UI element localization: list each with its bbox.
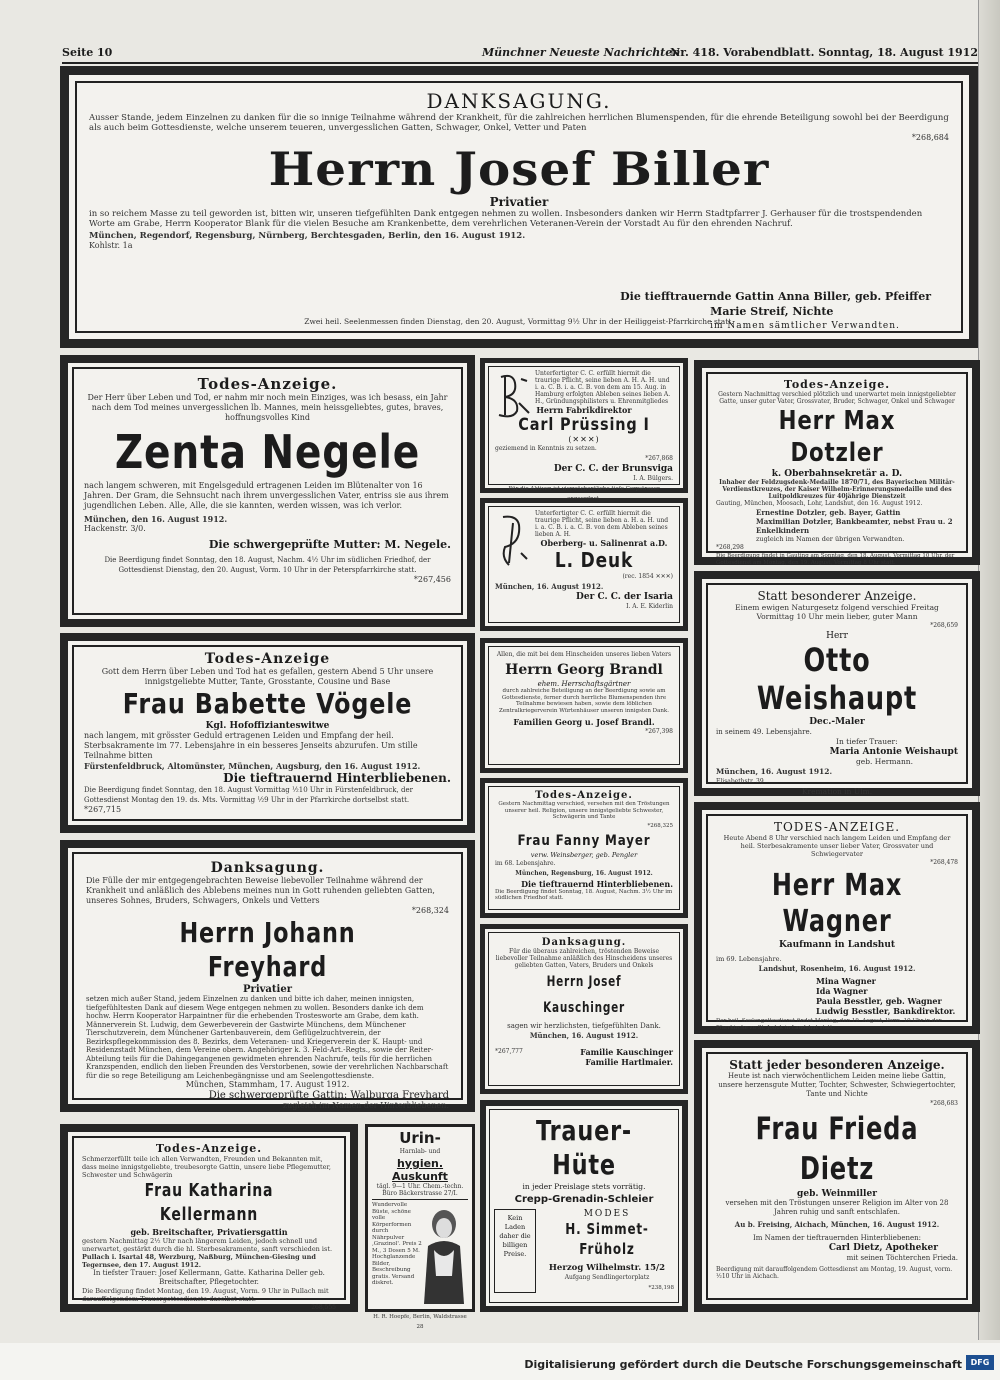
no-shop-box [494, 1209, 536, 1293]
mourner-line: Die tieftrauernd Hinterbliebenen. [521, 878, 673, 889]
notice-intro: Die Fülle der mir entgegengebrachten Beweise liebevoller Teilnahme während der Krankheit und anläßlich des Ablebens meines nun in Gott ruhenden geliebten Gatten, unseres Sohnes, Bruders, Schwagers, Onkels und Vetters [86, 876, 435, 905]
notice-intro: Für die überaus zahlreichen, tröstenden Beweise liebevoller Teilnahme anläßlich des Hinscheidens unseres geliebten Gatten, Vaters, Bruders und Onkels [495, 948, 673, 969]
notice-intro: Gestern Nachmittag verschied plötzlich und unerwartet mein innigstgeliebter Gatte, unser guter Vater, Grossvater, Bruder, Schwager, Onkel und Schwager [718, 391, 956, 405]
shop-address: Herzog Wilhelmstr. 15/2 [548, 1263, 666, 1273]
deceased-role: ehem. Herrschaftsgärtner [537, 680, 631, 688]
mourner-line: zugleich im Namen der übrigen Verwandten. [756, 535, 905, 543]
ad-side-text: daher die [499, 1232, 531, 1240]
notice-code: *268,659 [930, 622, 958, 629]
notice-intro: Gestern Nachmittag verschied, versehen mit den Tröstungen unserer heil. Religion, unsere innigstgeliebte Schwester, Schwägerin und Tante [498, 801, 670, 820]
name-prefix: Herrn Fabrikdirektor [536, 405, 632, 415]
ad-trauer-hute [480, 1100, 688, 1312]
mourner-line: Ida Wagner [816, 986, 868, 996]
deceased-name: Frau Babette Vögele [122, 687, 413, 720]
deceased-age: in seinem 49. Lebensjahre. [716, 728, 812, 736]
ad-side-text: Preise. [503, 1250, 527, 1258]
notice-code: *268,684 [911, 133, 949, 142]
mass-info: Zwei heil. Seelenmessen finden Dienstag, den 20. August, Vormittag 9½ Uhr in der Heiliggeist-Pfarrkirche statt. [304, 317, 734, 326]
corps-monogram-icon [495, 513, 531, 569]
notice-code: *267,777 [495, 1048, 523, 1055]
mourner-line: geb. Hermann. [856, 757, 914, 766]
ad-sub: Crepp-Grenadin-Schleier [514, 1194, 654, 1205]
notice-biller [60, 66, 978, 348]
notice-body: versehen mit den Tröstungen unserer Religion im Alter von 28 Jahren ruhig und sanft entschlafen. [725, 1199, 949, 1216]
deceased-name: Carl Prüssing I [518, 415, 650, 435]
notice-intro: Heute Abend 8 Uhr verschied nach langem Leiden und Empfang der heil. Sterbesakramente unser lieber Vater, Grossvater und Schwiegervater [723, 834, 951, 858]
mourner-line: Paula Besstler, geb. Wagner [816, 996, 942, 1006]
mourner-line: im Namen sämtlicher Verwandten. [710, 321, 900, 331]
address: Elisabethstr. 39 [716, 778, 764, 785]
notice-intro: Unterfertigter C. C. erfüllt hiermit die traurige Pflicht, seine lieben A. H. A. H. und i. a. C. B. i. a. C. B. von dem am 15. Aug. in Hamburg erfolgten Ableben seines lieben A. H., Gründungsphilisters u. Ehrenmitgliedes [535, 370, 671, 405]
shop-name: H. Simmet-Früholz [565, 1220, 649, 1258]
notice-prussing: Unterfertigter C. C. erfüllt hiermit die traurige Pflicht, seine lieben A. H. A. H. und i. a. C. B. i. a. C. B. von dem am 15. Aug. in Hamburg erfolgten Ableben seines lieben A. H., Gründungsphilisters u. Ehrenmitgliedes Herrn Fabrikdirektor Carl Prüssing I (✕✕✕) geziemend in Kenntnis zu setzen. *267,868 Der C. C. der Brunsviga I. A. Bülgers. Für die Aktiven ist vierwöchentliche tiefe Corpstrauer [480, 358, 688, 493]
notice-title: TODES-ANZEIGE. [773, 820, 901, 834]
place-date: München, 16. August 1912. [529, 1031, 639, 1040]
name-prefix: Oberberg- u. Salinenrat a.D. [540, 538, 668, 548]
notice-dotzler [694, 360, 980, 565]
mourner-line: Die schwergeprüfte Mutter: M. Negele. [208, 538, 451, 551]
notice-body: sagen wir herzlichsten, tiefgefühlten Dank. [507, 1022, 661, 1030]
mourner-line: Marie Streif, Nichte [710, 305, 834, 318]
notice-deuk [480, 498, 688, 631]
ad-side-text: billigen [502, 1241, 528, 1249]
deceased-name: Herrn Johann Freyhard [179, 916, 356, 983]
mourner-line: Maria Antonie Weishaupt [829, 747, 958, 757]
deceased-role: k. Oberbahnsekretär a. D. [771, 469, 903, 479]
place-date: Gauting, München, Moosach, Lohr, Landshut, den 16. August 1912. [716, 500, 923, 507]
notice-code: *267,715 [84, 805, 122, 814]
mourner-line: Der C. C. der Brunsviga [553, 464, 673, 474]
mourner-line: zugleich im Namen der Hinterbliebenen. [282, 1101, 449, 1110]
notice-kellermann [60, 1124, 358, 1312]
address: Kohlstr. 1a [89, 241, 133, 250]
notice-code: *267,456 [413, 575, 451, 584]
newspaper-name: Münchner Neueste Nachrichten [482, 46, 681, 59]
deceased-role: Privatier [243, 984, 292, 995]
mourner-line: Die tieftrauernd Hinterbliebenen. [223, 771, 451, 785]
mourner-line: Die schwergeprüfte Gattin: Walburga Freyhard [208, 1090, 449, 1101]
mourner-line: Der C. C. der Isaria [576, 592, 673, 602]
notice-note: Kremation in Ulm. [801, 787, 873, 796]
deceased-name: Frau Fanny Mayer [517, 832, 651, 849]
deceased-role: geb. Weinmiller [797, 1189, 877, 1199]
place-date: München, den 16. August 1912. [84, 514, 228, 524]
signature: I. A. E. Kiderlin [626, 603, 673, 610]
burial-info: Die Beerdigung findet Sonntag, den 18. August Vormittag ½10 Uhr in Fürstenfeldbruck, der Gottesdienst Montag den 19. ds. Mts. Vormittag ½9 Uhr in der Pfarrkirche dortselbst statt. [84, 786, 413, 804]
mourner-line: Familien Georg u. Josef Brandl. [513, 717, 655, 727]
notice-intro: Gott dem Herrn über Leben und Tod hat es gefallen, gestern Abend 5 Uhr unsere innigstgeliebte Mutter, Tante, Grosstante, Cousine und Base [101, 667, 434, 686]
deceased-name: Herr Max Wagner [771, 868, 903, 939]
ad-title: Urin- [399, 1129, 441, 1147]
deceased-name: Frau Katharina Kellermann [144, 1180, 274, 1225]
deceased-role: Kaufmann in Landshut [778, 940, 896, 950]
ad-sub: Harnlab- und [399, 1148, 441, 1155]
honors: Inhaber der Feldzugsdenk-Medaille 1870/71, des Bayerischen Militär-Verdienstkreuzes, der Kaiser Wilhelm-Erinnerungsmedaille und des Luitpoldkreuzes für 40jährige Dienstzeit [719, 479, 955, 500]
place-date: München, 16. August 1912. [495, 582, 604, 591]
mourner-line: Familie Kauschinger [580, 1047, 673, 1057]
notice-code: *268,683 [930, 1100, 958, 1107]
notice-body: geziemend in Kenntnis zu setzen. [495, 445, 597, 452]
notice-code: *238,198 [648, 1285, 674, 1291]
deceased-role: Kgl. Hofoffizianteswitwe [205, 721, 330, 731]
mourner-line: Carl Dietz, Apotheker [828, 1243, 938, 1253]
page-header [62, 44, 978, 64]
adjacent-page-edge [978, 0, 1000, 1340]
notice-title: Todes-Anzeige. [535, 790, 633, 801]
burial-info: Die Beerdigung findet Sonntag, den 18. August, Nachm. 4½ Uhr im südlichen Friedhof, der Gottesdienst Dienstag, den 20. August, Vorm. 10 Uhr in der Peterspfarrkirche statt. [104, 556, 431, 574]
mourner-line: Ernestine Dotzler, geb. Bayer, Gattin [756, 508, 901, 517]
address: Hackenstr. 3/0. [84, 524, 146, 533]
signature: I. A. Bülgers. [633, 475, 673, 482]
burial-info: Der heil. Seelengottesdienst findet Montag, den 19. August, Vorm. 10 Uhr in der Pfarrkirche zu St. Jodok in Landshut statt. [716, 1018, 942, 1031]
notice-title: Todes-Anzeige. [783, 378, 891, 391]
deceased-age: im 68. Lebensjahre. [495, 859, 556, 867]
notice-code: *267,868 [645, 455, 673, 462]
place-date: München, Regendorf, Regensburg, Nürnberg, Berchtesgaden, Berlin, den 16. August 1912. [89, 231, 526, 241]
reception-year: (rec. 1854 ✕✕✕) [622, 573, 673, 580]
notice-title: Danksagung. [210, 860, 325, 876]
deceased-age: im 69. Lebensjahre. [716, 955, 782, 963]
notice-title: Danksagung. [541, 937, 627, 948]
ad-side-text: Laden [504, 1223, 526, 1231]
deceased-name: Zenta Negele [114, 425, 421, 479]
mourner-line: Im Namen der tieftrauernden Hinterbliebenen: [752, 1234, 921, 1242]
ad-sub: in jeder Preislage stets vorrätig. [522, 1182, 646, 1191]
notice-intro: Einem ewigen Naturgesetz folgend verschied Freitag Vormittag 10 Uhr mein lieber, guter Mann [735, 603, 939, 621]
place-date: München, 16. August 1912. [716, 767, 833, 776]
mourner-line: Mina Wagner [816, 976, 876, 986]
header-rule [62, 62, 978, 64]
notice-intro: Allen, die mit bei dem Hinscheiden unseres lieben Vaters [496, 651, 672, 658]
notice-negele [60, 355, 475, 627]
deceased-name: Herrn Georg Brandl [505, 662, 663, 678]
notice-title: Todes-Anzeige. [197, 375, 338, 393]
issue-info: Nr. 418. Vorabendblatt. Sonntag, 18. August 1912 [670, 46, 978, 59]
shop-note: Aufgang Sendlingertorplatz [564, 1274, 650, 1281]
notice-code: *267,398 [645, 728, 673, 735]
notice-code: *268,298 [716, 544, 744, 551]
ad-modes: MODES [583, 1209, 631, 1219]
deceased-name: Herrn Josef Kauschinger [543, 974, 625, 1016]
notice-intro: Schmerzerfüllt teile ich allen Verwandten, Freunden und Bekannten mit, dass meine innigstgeliebte, treubesorgte Gattin, unsere liebe Pflegemutter, Schwester und Schwägerin [82, 1155, 331, 1179]
notice-body: gestern Nachmittag 2½ Uhr nach längerem Leiden, jedoch schnell und unerwartet, gestärkt durch die hl. Sterbesakramente, sanft verschieden ist. [82, 1237, 333, 1253]
burial-info: Die Beerdigung findet Montag, den 19. August, Vorm. 9 Uhr in Pullach mit darauffolgendem Trauergottesdienste daselbst statt. [82, 1287, 329, 1303]
corps-monogram-icon [495, 373, 531, 419]
notice-note: Für die Aktiven ist vierwöchentliche tiefe Corpstrauer [508, 486, 660, 492]
notice-title: Statt jeder besonderen Anzeige. [729, 1058, 945, 1072]
burial-info: Die Beerdigung findet in Gauting am Sonntag, den 18. August, Vormittag 10 Uhr, der Gottesdienst am Montag, den 19. August, Vormittag 8 Uhr statt. [716, 553, 955, 566]
burial-info: Beerdigung mit darauffolgendem Gottesdienst am Montag, 19. August, vorm. ½10 Uhr in Aichach. [716, 1266, 953, 1280]
mourner-line: Die tiefftrauernde Gattin Anna Biller, geb. Pfeiffer [620, 290, 931, 303]
notice-mayer [480, 778, 688, 918]
mourner-line: In tiefster Trauer: Josef Kellermann, Gatte. Katharina Deller geb. Breitschafter, Pflegetochter. [93, 1269, 325, 1286]
woman-portrait-illustration [420, 1206, 468, 1306]
notice-title: Todes-Anzeige. [155, 1142, 263, 1155]
deceased-role: Privatier [489, 195, 549, 209]
notice-brandl [480, 638, 688, 773]
notice-title: Statt besonderer Anzeige. [757, 589, 917, 603]
notice-code: 268,555 [311, 1304, 336, 1311]
notice-intro: Heute ist nach vierwöchentlichem Leiden meine liebe Gattin, unsere herzensgute Mutter, Tochter, Schwester, Schwiegertochter, Tante und Nichte [718, 1072, 956, 1098]
notice-code: *268,324 [411, 906, 449, 915]
ad-side-text: Kein [507, 1214, 523, 1222]
ad-dealer: H. R. Hoepfe, Berlin, Waldstrasse 28 [373, 1314, 467, 1330]
place-date: München, Stammham, 17. August 1912. [185, 1080, 350, 1089]
notice-body: setzen mich außer Stand, jedem Einzelnen zu danken und bitte ich daher, meinen innigsten, tiefgefühltesten Dank auf diesem Wege entgegen nehmen zu wollen. Besonders danke ich dem hochw. Herrn Kooperator Harpaintner für die erhebenden Trostesworte am Grabe, dem kath. Männerverein St. Ludwig, dem Gewerbeverein der Gastwirte Münchens, dem Münchener Tierschutzverein, dem Münchener Gartenbauverein, dem Geflügelzuchtverein, der Bezirkspflegekommission des 8. Bezirks, dem Veteranen- und Kriegerverein der K. Haupt- und Residenzstadt München, dem Vereine obern. Angehöriger k. 3. Feld-Art.-Regts., sowie der Reiter-Abteilung teils für die Dahingegangenen gewidmeten ehrenden Nachrufe, teils für die herrlichen Kranzspenden, endlich den lieben Freunden des Verstorbenen, sowie der verehrlichen Nachbarschaft für die so rege Beteiligung am Leichenbegängnisse und am Seelengottesdienste. [86, 995, 449, 1080]
notice-freyhard [60, 840, 475, 1112]
ad-title: Trauer-Hüte [535, 1114, 633, 1181]
notice-intro: Ausser Stande, jedem Einzelnen zu danken für die so innige Teilnahme während der Krankheit, für die zahlreichen herrlichen Blumenspenden, für die ehrende Beteiligung sowohl bei der Beerdigung als auch beim Gottesdienste, welche unserem teueren, unvergesslichen Gatten, Schwager, Onkel, Vetter und Paten [89, 113, 949, 133]
notice-body: nach langem, mit grösster Geduld ertragenen Leiden und Empfang der heil. Sterbsakramente im 77. Lebensjahre in ein besseres Jenseits abzurufen. Um stille Teilnahme bitten [84, 731, 418, 760]
notice-wagner [694, 802, 980, 1034]
deceased-role: verw. Weinsberger, geb. Pengler [530, 850, 638, 859]
deceased-role: geb. Breitschafter, Privatiersgattin [130, 1227, 288, 1237]
place-date: Pullach i. Isartal 48, Werzburg, Naßburg, München-Giesing und Tegernsee, den 17. August 1912. [82, 1253, 316, 1269]
notice-vogele [60, 633, 475, 833]
notice-body: in so reichem Masse zu teil geworden ist, bitten wir, unseren tiefgefühlten Dank entgegen nehmen zu wollen. Insbesonders danken wir Herrn Stadtpfarrer J. Gerhauser für die trostspendenden Worte am Grabe, Herrn Kooperator Blank für die vielen Besuche am Krankenbette, dem verehrlichen Veteranen-Verein der Vorstadt Au für den ehrenden Nachruf. [89, 209, 923, 229]
ad-title: hygien. Auskunft [392, 1157, 448, 1183]
digitization-footer [0, 1343, 1000, 1380]
notice-intro: Unterfertigter C. C. erfüllt hiermit die traurige Pflicht, seine lieben a. H. a. H. und i. a. C. B. i. a. C. B. von dem Ableben seines lieben A. H. [535, 510, 669, 538]
ad-text: tägl. 9—1 Uhr. Chem.-techn. Büro Bäckerstrasse 27/I. [376, 1183, 464, 1197]
mourner-line: In tiefer Trauer: [836, 737, 898, 746]
burial-info: Die Beerdigung findet Sonntag, 18. August, Nachm. 3½ Uhr im südlichen Friedhof statt. [495, 888, 673, 901]
divider [372, 1199, 468, 1200]
deceased-role: Dec.-Maler [809, 717, 865, 727]
deceased-name: Frau Frieda Dietz [755, 1111, 919, 1187]
notice-code: *268,478 [930, 859, 958, 866]
mourner-line: mit seinen Töchterchen Frieda. [846, 1254, 958, 1262]
place-date: Fürstenfeldbruck, Altomünster, München, Augsburg, den 16. August 1912. [84, 761, 421, 771]
place-date: Au b. Freising, Aichach, München, 16. August 1912. [734, 1220, 940, 1229]
mourner-line: Ludwig Besstler, Bankdirektor. [816, 1006, 956, 1016]
ad-urin [365, 1124, 475, 1330]
deceased-name: Herrn Josef Biller [268, 142, 770, 196]
dfg-logo: DFG [966, 1355, 994, 1370]
mourner-line: Familie Hartlmaier. [585, 1057, 673, 1067]
name-prefix: Herr [826, 631, 848, 641]
place-date: Landshut, Rosenheim, 16. August 1912. [758, 964, 916, 973]
notice-title: Todes-Anzeige [204, 651, 331, 667]
notice-weishaupt [694, 571, 980, 796]
deceased-name: L. Deuk [554, 548, 634, 572]
notice-body: nach langem schweren, mit Engelsgeduld ertragenen Leiden im Blütenalter von 16 Jahren. Der Gram, die Sehnsucht nach ihrem unvergesslichen Vater, entriss sie aus ihrem jugendlichen Leben. Alle, Alle, die sie kannten, werden wissen, was ich verlor. [84, 481, 449, 510]
mourner-line: Maximilian Dotzler, Bankbeamter, nebst Frau u. 2 Enkelkindern [756, 517, 953, 535]
notice-body: durch zahlreiche Beteiligung an der Beerdigung sowie am Gottesdienste, ferner durch herrliche Blumenspenden ihre Teilnahme bewiesen haben, sowie dem löblichen Zentralkriegerverein Würtenhäuser unseren innigsten Dank. [499, 688, 669, 714]
ad-text: Wundervolle Büste, schöne volle Körperformen durch Nährpulver ‚Grazinol'. Preis 2 M., 3 Dosen 5 M. Hochglanzende Bilder, Beschreibung gratis. Versand diskret. [372, 1202, 422, 1286]
notice-title: DANKSAGUNG. [426, 89, 612, 113]
deceased-name: Otto Weishaupt [756, 641, 918, 717]
deceased-name: Herr Max Dotzler [778, 406, 896, 468]
notice-kauschinger [480, 924, 688, 1094]
page-number: Seite 10 [62, 46, 113, 59]
footer-text: Digitalisierung gefördert durch die Deutsche Forschungsgemeinschaft [524, 1358, 962, 1371]
place-date: München, Regensburg, 16. August 1912. [515, 869, 653, 877]
notice-intro: Der Herr über Leben und Tod, er nahm mir noch mein Einziges, was ich besass, ein Jahr nach dem Tod meines unvergesslichen lb. Mannes, mein heissgeliebtes, gutes, braves, hoffnungsvolles Kind [87, 393, 448, 422]
notice-code: *268,325 [647, 822, 673, 829]
notice-dietz [694, 1040, 980, 1312]
